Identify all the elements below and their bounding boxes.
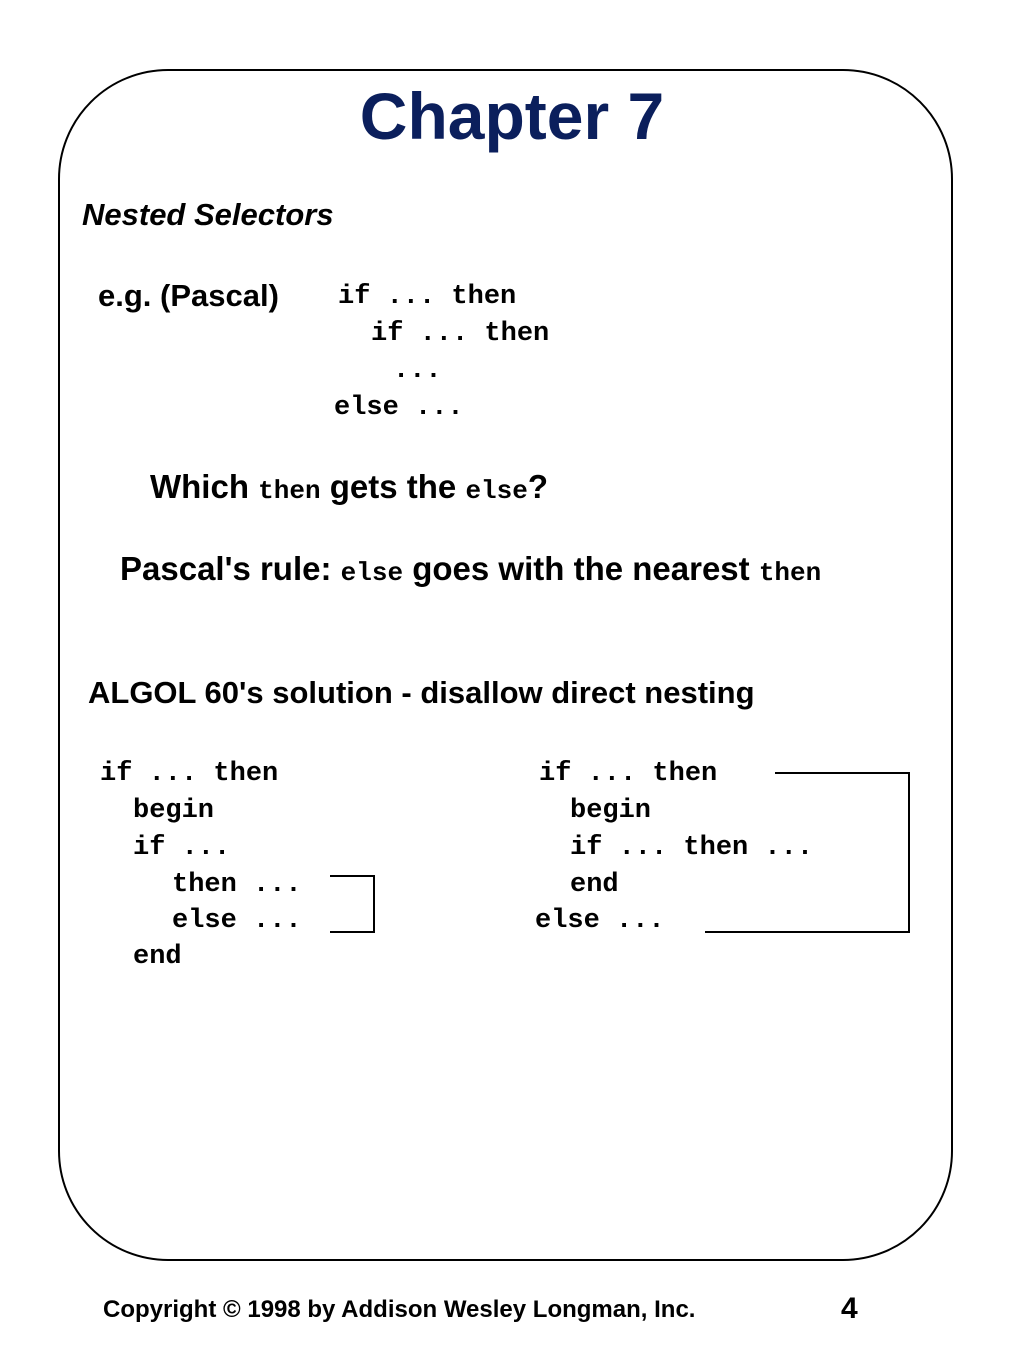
page-number: 4 [841,1292,858,1325]
pascal-code-line-2: if ... then [371,319,550,349]
algol-heading: ALGOL 60's solution - disallow direct nesting [88,675,755,710]
section-subtitle: Nested Selectors [82,197,334,232]
copyright-text: Copyright © 1998 by Addison Wesley Longman, Inc. [103,1296,696,1323]
pascal-code-line-4: else ... [334,393,464,423]
left-bracket [330,876,374,932]
slide-title: Chapter 7 [359,79,665,153]
right-code-line-2: begin [570,796,652,826]
right-code-line-3: if ... then ... [570,833,814,863]
pascal-code-line-1: if ... then [338,282,517,312]
left-code-line-1: if ... then [100,759,279,789]
left-code-line-5: else ... [172,906,302,936]
pascal-code-line-3: ... [393,356,442,386]
question-text: Which then gets the else? [150,468,549,506]
right-code-line-1: if ... then [539,759,718,789]
right-code-line-5: else ... [535,906,665,936]
left-code-line-6: end [133,942,182,972]
right-code-line-4: end [570,870,619,900]
left-code-line-3: if ... [133,833,231,863]
left-code-line-2: begin [133,796,215,826]
example-label: e.g. (Pascal) [98,278,279,313]
right-bracket [705,773,909,932]
left-code-line-4: then ... [172,870,302,900]
pascal-rule-text: Pascal's rule: else goes with the nearest then [120,550,822,588]
